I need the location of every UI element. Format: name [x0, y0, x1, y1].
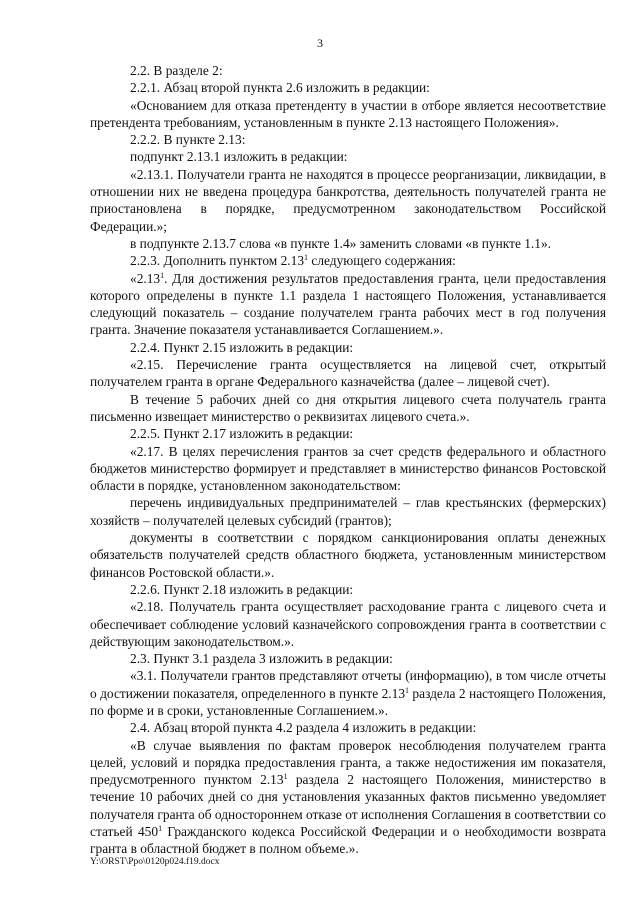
paragraph: 2.2.4. Пункт 2.15 изложить в редакции:	[130, 339, 354, 355]
paragraph: 2.2.5. Пункт 2.17 изложить в редакции:	[130, 426, 354, 442]
page-number: 3	[317, 36, 323, 50]
paragraph: 2.2.2. В пункте 2.13:	[130, 132, 246, 148]
document-body	[90, 62, 606, 858]
paragraph: В течение 5 рабочих дней со дня открытия лицевого счета получатель гранта письменно извещает министерство о реквизитах лицевого счета.».	[90, 391, 606, 424]
paragraph: «В случае выявления по фактам проверок несоблюдения получателем гранта целей, условий и порядка предоставления гранта, а также недостижения им показателя, предусмотренного пунктом 2.13$^1$ раздела 2 настоящего Положения, министерство в течение 10 рабочих дней со дня установления указанных фактов письменно уведомляет получателя гранта об одностороннем отказе от исполнения Соглашения в соответствии со статьей $450^1$ Гражданского кодекса Российской Федерации и о необходимости возврата гранта в областной бюджет в полном объеме.».	[90, 737, 607, 857]
paragraph: «3.1. Получатели грантов представляют отчеты (информацию), в том числе отчеты о достижении показателя, определенного в пункте 2.13$^1$ раздела 2 настоящего Положения, по форме и в сроки, установленные Соглашением.».	[90, 668, 606, 718]
paragraph: 2.2.3. Дополнить пунктом 2.13$^1$ следующего содержания:	[130, 253, 456, 269]
paragraph: «2.13.1. Получатели гранта не находятся в процессе реорганизации, ликвидации, в отношении них не введена процедура банкротства, деятельность получателей гранта не приостановлена в порядке, предусмотренном законодательством Российской Федерации.»;	[90, 166, 606, 234]
paragraph: «Основанием для отказа претенденту в участии в отборе является несоответствие претендента требованиям, установленным в пункте 2.13 настоящего Положения».	[90, 97, 606, 130]
paragraph: 2.3. Пункт 3.1 раздела 3 изложить в редакции:	[130, 651, 393, 667]
paragraph: 2.2.6. Пункт 2.18 изложить в редакции:	[130, 581, 354, 597]
paragraph: документы в соответствии с порядком санкционирования оплаты денежных обязательств получателей средств областного бюджета, установленным министерством финансов Ростовской области.».	[90, 530, 606, 580]
file-path-footer: Y:\ORST\Ppo\0120p024.f19.docx	[90, 857, 220, 867]
paragraph: 2.2. В разделе 2:	[130, 63, 223, 78]
paragraph: «2.13$^1$. Для достижения результатов предоставления гранта, цели предоставления которого определены в пункте 1.1 раздела 1 настоящего Положения, устанавливается следующий показатель – создание получателем гранта рабочих мест в год получения гранта. Значение показателя устанавливается Соглашением.».	[90, 270, 606, 338]
paragraph: в подпункте 2.13.7 слова «в пункте 1.4» заменить словами «в пункте 1.1».	[130, 235, 552, 251]
paragraph: «2.18. Получатель гранта осуществляет расходование гранта с лицевого счета и обеспечивает соблюдение условий казначейского сопровождения гранта в соответствии с действующим законодательством.».	[90, 599, 606, 649]
paragraph: 2.2.1. Абзац второй пункта 2.6 изложить в редакции:	[130, 80, 430, 96]
paragraph: перечень индивидуальных предпринимателей – глав крестьянских (фермерских) хозяйств – получателей целевых субсидий (грантов);	[90, 495, 606, 528]
paragraph: 2.4. Абзац второй пункта 4.2 раздела 4 изложить в редакции:	[130, 720, 477, 736]
paragraph: «2.15. Перечисление гранта осуществляется на лицевой счет, открытый получателем гранта в органе Федерального казначейства (далее – лицевой счет).	[90, 357, 606, 390]
paragraph: «2.17. В целях перечисления грантов за счет средств федерального и областного бюджетов министерство формирует и представляет в министерство финансов Ростовской области в порядке, установленном законодательством:	[90, 443, 606, 494]
paragraph: подпункт 2.13.1 изложить в редакции:	[130, 149, 348, 165]
